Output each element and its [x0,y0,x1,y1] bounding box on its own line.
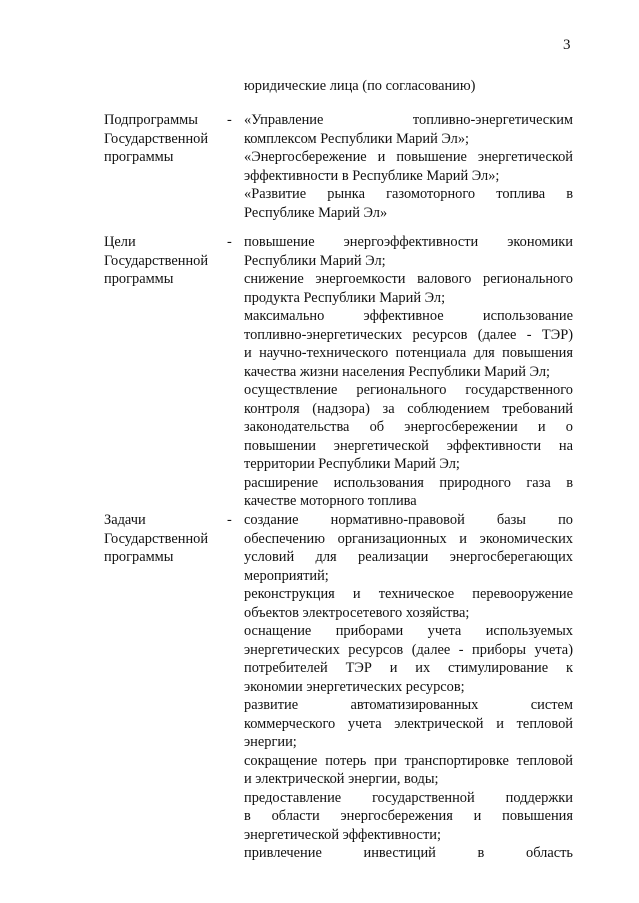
section-text-line: Республики Марий Эл; [244,252,386,269]
section-text-line: продукта Республики Марий Эл; [244,289,446,306]
section-text-line: условий для реализации энергосберегающих [244,549,573,565]
section-text-line: энергетических ресурсов (далее - приборы учета) [244,641,573,658]
section-text-line: качества жизни населения Республики Марий Эл; [244,363,551,380]
section-text-line: и электрической энергии, воды; [244,771,439,787]
section-text-line: эффективности в Республике Марий Эл»; [244,167,500,184]
section-text-line: «Управление топливно-энергетическим [244,112,573,128]
section-text-line: топливно-энергетических ресурсов (далее - ТЭР) [244,326,573,343]
section-label-line: Государственной [104,252,209,269]
section-text-line: и научно-технического потенциала для повышения [244,345,573,361]
section-text-line: качестве моторного топлива [244,493,417,509]
section-text-line: комплексом Республики Марий Эл»; [244,130,470,147]
section-text-line: обеспечению организационных и экономических [244,530,573,547]
section-text-line: контроля (надзора) за соблюдением требований [244,400,573,417]
section-text-line: повышении энергетической эффективности на [244,437,573,454]
section-text-line: привлечение инвестиций в область [244,845,573,861]
section-label-line: Государственной [104,530,209,547]
section-text-line: экономии энергетических ресурсов; [244,678,465,695]
section-text-line: территории Республики Марий Эл; [244,456,460,472]
section-text-line: снижение энергоемкости валового регионального [244,271,573,287]
section-text-line: объектов электросетевого хозяйства; [244,604,470,621]
section-dash: - [227,112,232,128]
section-dash: - [227,512,232,528]
section-text-line: энергии; [244,734,297,750]
section-text-line: сокращение потерь при транспортировке тепловой [244,752,573,769]
section-dash: - [227,234,232,250]
section-text-line: потребителей ТЭР и их стимулирование к [244,660,573,676]
section-label-line: программы [104,271,174,287]
section-text-line: предоставление государственной поддержки [244,789,573,806]
intro-line: юридические лица (по согласованию) [244,78,476,94]
section-text-line: в области энергосбережения и повышения [244,808,573,824]
section-text-line: реконструкция и техническое перевооружение [244,586,573,602]
section-label-line: программы [104,149,174,165]
section-label-line: Государственной [104,130,209,147]
section-text-line: развитие автоматизированных систем [244,697,573,713]
section-text-line: законодательства об энергосбережении и о [244,419,573,435]
section-text-line: расширение использования природного газа в [244,474,573,491]
section-text-line: «Развитие рынка газомоторного топлива в [244,186,573,202]
section-text-line: мероприятий; [244,567,329,584]
section-text-line: максимально эффективное использование [244,308,573,324]
section-text-line: энергетической эффективности; [244,826,441,843]
section-text-line: оснащение приборами учета используемых [244,623,573,639]
section-label-line: Задачи [104,512,146,528]
section-label-line: Цели [104,234,136,250]
section-label-line: программы [104,549,174,565]
section-text-line: «Энергосбережение и повышение энергетической [244,149,573,165]
section-text-line: Республике Марий Эл» [244,204,388,221]
section-text-line: осуществление регионального государственного [244,382,573,398]
section-text-line: коммерческого учета электрической и тепловой [244,715,573,732]
page-number: 3 [563,37,571,53]
section-text-line: создание нормативно-правовой базы по [244,512,573,528]
section-text-line: повышение энергоэффективности экономики [244,234,573,250]
section-label-line: Подпрограммы [104,112,198,128]
